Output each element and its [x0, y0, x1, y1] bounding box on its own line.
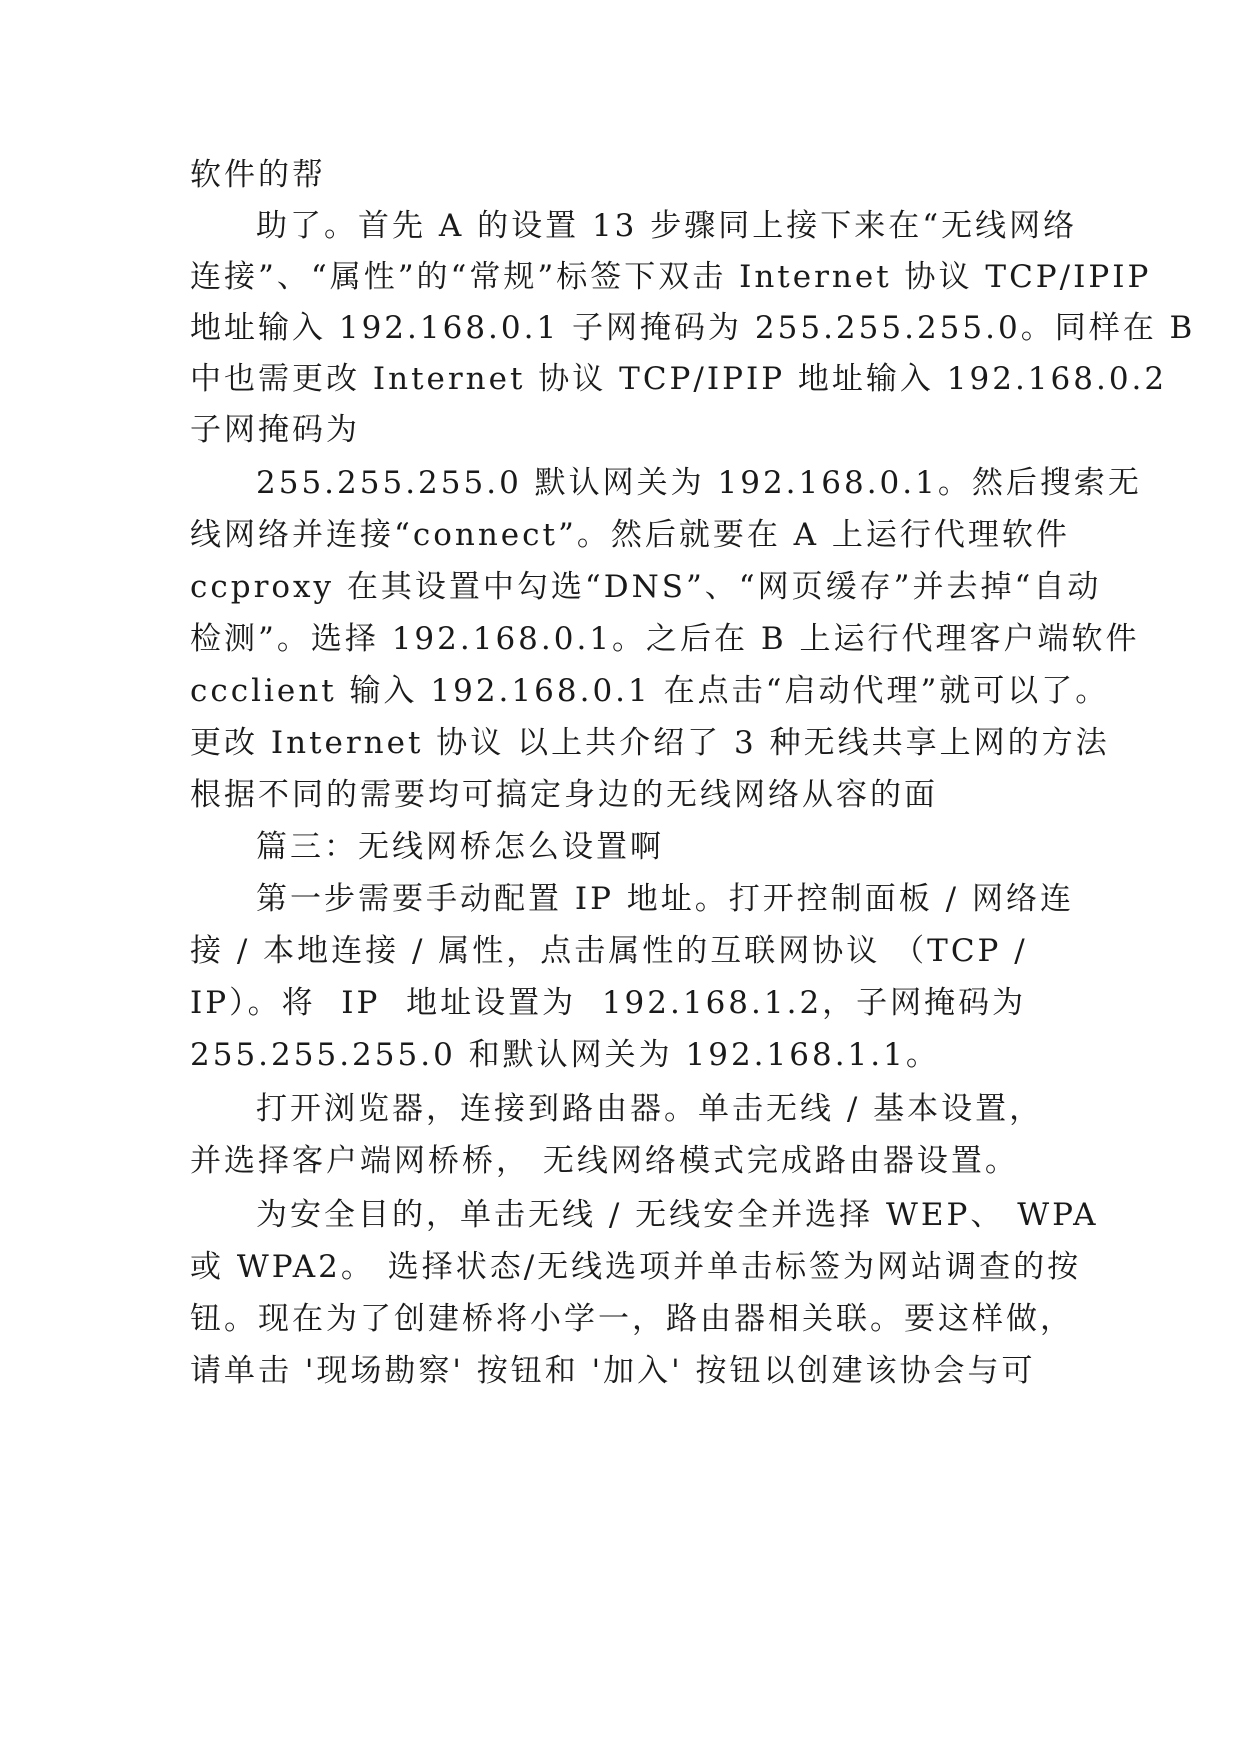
text-line: 线网络并连接“connect”。然后就要在 A 上运行代理软件: [190, 517, 1070, 553]
text-line: 检测”。选择 192.168.0.1。之后在 B 上运行代理客户端软件: [190, 621, 1140, 657]
text-line: IP）。将 IP 地址设置为 192.168.1.2，子网掩码为: [190, 985, 1027, 1021]
text-line: 软件的帮: [190, 157, 326, 193]
text-line: 接 / 本地连接 / 属性，点击属性的互联网协议 （TCP /: [190, 933, 1028, 969]
text-line: 助了。首先 A 的设置 13 步骤同上接下来在“无线网络: [256, 208, 1078, 244]
text-line: 根据不同的需要均可搞定身边的无线网络从容的面: [190, 777, 938, 813]
text-line: 255.255.255.0 和默认网关为 192.168.1.1。: [190, 1037, 940, 1073]
text-line: 255.255.255.0 默认网关为 192.168.0.1。然后搜索无: [256, 465, 1142, 501]
section-heading: 篇三：无线网桥怎么设置啊: [256, 829, 664, 865]
text-line: 钮。现在为了创建桥将小学一，路由器相关联。要这样做，: [190, 1301, 1074, 1337]
text-line: 为安全目的，单击无线 / 无线安全并选择 WEP、 WPA: [256, 1197, 1099, 1233]
text-line: 子网掩码为: [190, 412, 360, 448]
text-line: ccproxy 在其设置中勾选“DNS”、“网页缓存”并去掉“自动: [190, 569, 1102, 605]
text-line: ccclient 输入 192.168.0.1 在点击“启动代理”就可以了。: [190, 673, 1110, 709]
text-line: 或 WPA2。 选择状态/无线选项并单击标签为网站调查的按: [190, 1249, 1082, 1285]
text-line: 地址输入 192.168.0.1 子网掩码为 255.255.255.0。同样在 B: [190, 310, 1196, 346]
text-line: 更改 Internet 协议 以上共介绍了 3 种无线共享上网的方法: [190, 725, 1110, 761]
text-line: 请单击 '现场勘察' 按钮和 '加入' 按钮以创建该协会与可: [190, 1353, 1036, 1389]
text-line: 中也需更改 Internet 协议 TCP/IPIP 地址输入 192.168.0.2: [190, 361, 1168, 397]
text-line: 连接”、“属性”的“常规”标签下双击 Internet 协议 TCP/IPIP: [190, 259, 1152, 295]
text-line: 打开浏览器，连接到路由器。单击无线 / 基本设置，: [256, 1091, 1044, 1127]
text-line: 并选择客户端网桥桥， 无线网络模式完成路由器设置。: [190, 1143, 1019, 1179]
text-line: 第一步需要手动配置 IP 地址。打开控制面板 / 网络连: [256, 881, 1074, 917]
